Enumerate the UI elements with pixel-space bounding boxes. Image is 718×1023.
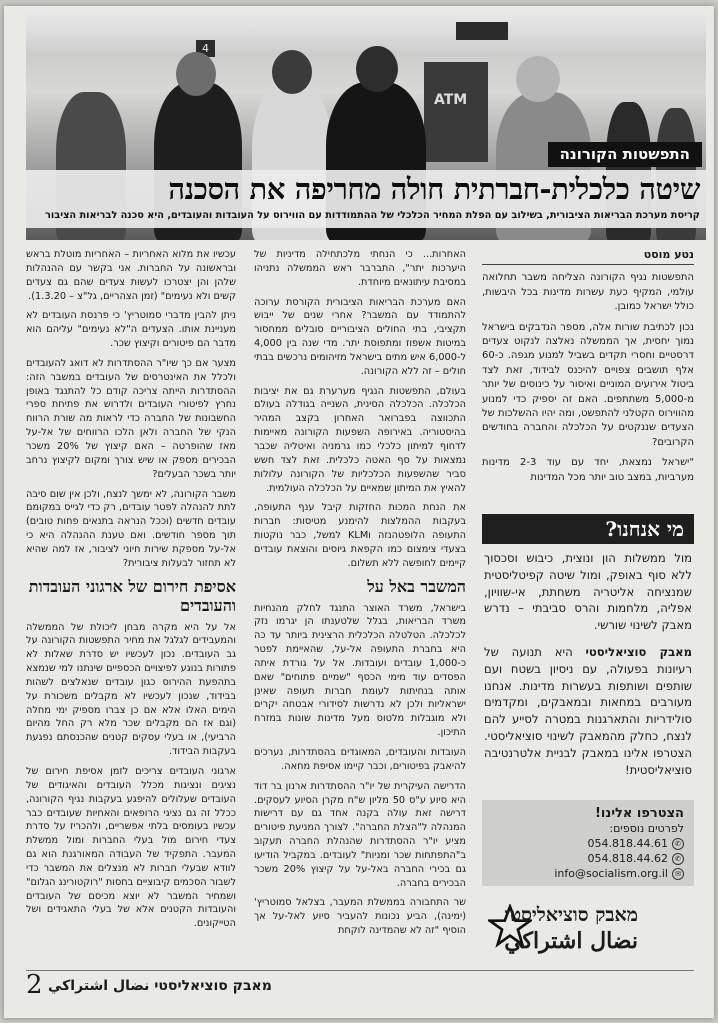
contact-box bbox=[482, 800, 694, 886]
who-body bbox=[484, 644, 692, 778]
paragraph: שר התחבורה בממשלת המעבר, בצלאל סמוטריץ' (ימינה), הביע נכונות להעביר סיוע לאל-על אך הוסיף "זה לא שהמדינה לוקחת bbox=[254, 897, 466, 937]
phone-line bbox=[492, 851, 684, 866]
gate-sign: 4 bbox=[196, 40, 215, 57]
phone-icon: ✆ bbox=[672, 853, 684, 865]
page-number: 2 bbox=[26, 970, 43, 1000]
subheadline: קריסת מערכת הבריאות הציבורית, בשילוב עם הפלת המחיר הכלכלי של ההתמודדות עם הווירוס על העובדות והעובדים, היא סכנה לבריאות הציבור bbox=[45, 210, 700, 221]
paragraph: האם מערכת הבריאות הציבורית הקורסת ערוכה להתמודד עם המשבר? אחרי שנים של ייבוש תקציבי, בתי החולים הציבוריים סובלים ממחסור במיטות אשפוז ומתפוסת יתר. מדי שנה בין 4,000 ל-6,000 איש מתים בישראל מזיהומים נרכשים בבתי חולים – זה ללא הקורונה. bbox=[254, 296, 466, 377]
paragraph: הדרישה העיקרית של יו"ר ההסתדרות ארנון בר דוד היא סיוע ע"ס 50 מליון ש"ח מקרן הסיוע לעסקים. דרישה זאת עולה בקנה אחד גם עם דרישות המנהלה ל"הצלת החברה". לצורך המניעת פיטורים מציע יו"ר ההסתדרות שהנהלת החברה תעקוב ב"התפתחות שכר ומניות" לעובדים. במקביל הודיעו גם בכירי החברה באל-על על קיצוץ 20% משכר הבכירים בחברה. bbox=[254, 780, 466, 889]
paragraph: ארגוני העובדים צריכים לזמן אסיפת חירום של נציגים ונציגות מכלל העובדים והאיגודים של העובדים שעלולים להיפגע בעקבות נגיף הקורונה, ככלל זה גם נציגי הרופאים והאחיות שעובדים כבר עכשיו בעומסים בלתי אפשריים, ולהכריז על סדרת צעדי חירום מול בעלי החברות ומול ממשלת המעבר. התפקיד של העבודה המאורגנת הוא גם לוודא שבעלי חברות לא מנצלים את המשבר כדי לשבור הסכמים קיבוציים בחסות "רוקטורינג הגלום" ושמחיר המשבר לא יוצא מכיסם של העובדים והעובדות הקטנים אלא של בעלי התאגידים ושל הטייקונים. bbox=[26, 766, 236, 930]
footer-publication-name: מאבק סוציאליסטי نضال اشتراكي bbox=[48, 978, 272, 994]
email-line bbox=[492, 866, 684, 881]
airport-ceiling bbox=[26, 12, 706, 52]
atm-label: ATM bbox=[434, 92, 468, 108]
paragraph: "ישראל נמצאת, יחד עם עוד 2-3 מדינות מערביות, במצב טוב יותר מכל המדינות bbox=[482, 457, 695, 483]
section-kicker: התפשטות הקורונה bbox=[548, 142, 702, 167]
paragraph: אל על היא מקרה מבחן ליכולת של הממשלה והמעבידים לגלגל את מחיר התפשטות הקורונה על גב העובדים. נכון לעכשיו יש סדרת שאלות לא פתורות בנוגע לפיצויים הכספיים שינתנו למי שנמצא בתהפעת ההירוס כגון עובדים שנאלצים לשהות בבידוד, שנכון לעכשיו לא מקבלים משכורת על הימים האלו אלא אם כן צברו מספיק ימי מחלה (וגם אז הם מקבלים שכר מלא רק החל מהיום הרביעי), או בעלי עסקים קטנים שהכנסתם נפגעת בעקבות הבידוד. bbox=[26, 621, 236, 758]
socialist-struggle-logo bbox=[482, 898, 694, 962]
paragraph: בישראל, משרד האוצר התנגד לחלק מהנחיות משרד הבריאות, בגלל שלטענתו הן יגרמו נזק לכלכלה. הטלטלה הכלכלית הרצינית ביותר עד כה היא בחברת התעופה אל-על, שהאיימת לפטר כ-1,000 עובדים ועובדות. אל על גורדת איתה הפסדים עוד מימי הכסף "שמיים פתוחים" שאם אותה בנחיתות לעומת חברות תעופה שאינן ישראליות ולכן לא נדרשות לסידורי אבטחה יקרים ולא מוגבלות מלטוס מעל מדינות שונות במזרח התיכון. bbox=[254, 602, 466, 739]
overhead-sign bbox=[456, 22, 508, 40]
article-column-middle bbox=[254, 248, 466, 944]
paragraph: עכשיו את מלוא האחריות – האחריות מוטלת בראש ובראשונה על החברות. אני בקשר עם ההנהלות שלהן והן יצטרכו לעשות צעדים שהם גם צעדים קשים ולא נעימים" (זמן הצהריים, גל"צ – 1.3.20). bbox=[26, 249, 236, 302]
phone-number[interactable]: 054.818.44.61 bbox=[587, 837, 668, 850]
article-column-right bbox=[482, 248, 694, 491]
paragraph: נכון לכתיבת שורות אלה, מספר הנדבקים בישראל נמוך יחסית, אך הממשלה נאלצה לנקוט צעדים דרסטיים וחסרי תקדים בשביל למנוע מגפה. כ-60 אלף תושבים צפויים להיכנס לבידוד, זאת לצד ביטול אירועים המוניים ואיסור על כינוסים של יותר מ-5,000 משתתפים. האם זה יספיק כדי למנוע מהווירוס הקטלני להתפשט, ומה יהיו ההשלכות של הצעדים שננקטים על הכלכלה והחברה בחודשים הקרובים? bbox=[482, 321, 694, 448]
contact-subtitle: לפרטים נוספים: bbox=[609, 822, 684, 835]
who-are-we-title: מי אנחנו? bbox=[482, 514, 694, 544]
article-column-left bbox=[26, 248, 236, 937]
phone-number[interactable]: 054.818.44.62 bbox=[587, 852, 668, 865]
paragraph: את הנחת המכות החזקות קיבל ענף התעופה, בעקבות ההמלצות להימנע מטיסות: חברות התעופה הלופטהנזה וKLM למשל, כבר נוקטות בצעדי צימצום כמו הקפאת גיוסים והוצאת עובדים קיימים לחופשה ללא תשלום. bbox=[254, 502, 467, 569]
atm-machine bbox=[424, 62, 488, 162]
person-head bbox=[176, 52, 216, 96]
phone-line bbox=[492, 836, 684, 851]
paragraph: מצער אם כך שיו"ר ההסתדרות לא דואג להעובדים ולכלל את האינטרסים של העובדים במשבר הזה: ההסתדרות הייתה צריכה קודם כל להתנגד באופן נחרץ לפיטורי העובדים ולדרוש את פתיחת ספרי החשבונות של החברה כדי לראות מה שורת הרווח הנקי של החברה ולאן הלכו הרווחים של אל-על מאז שהופרטה – האם קיצוץ של 20% משכר הבכירים מספק או שיש צורך ומקום לקיצוץ נרחב יותר בשכר הבעלים? bbox=[26, 357, 237, 480]
paragraph: העובדות והעובדים, המאוגדים בהסתדרות, נערכים להיאבק בפיטורים, וכבר קיימו אסיפת מחאה. bbox=[254, 747, 466, 772]
newspaper-page bbox=[4, 6, 714, 1018]
paragraph: האחרות... כי הנחתי מלכתחילה מדיניות של היערכות יתר", התברבר ראש הממשלה נתניהו במסיבת עיתונאים מיוחדת. bbox=[254, 249, 466, 288]
phone-icon: ✆ bbox=[672, 838, 684, 850]
section-title: המשבר באל על bbox=[367, 576, 466, 596]
person-head bbox=[272, 50, 312, 94]
paragraph: משבר הקורונה, לא ימשך לנצח, ולכן אין שום סיבה לתת להנהלה לפטר עובדים, רק כדי לגייס במקומם עובדים חדשים (וככל הנראה בתנאים פחות טובים) תוך מספר חודשים. ואם טענת ההנהלה היא כי אל-על מספקת שירות חיוני לציבור, אז למה שהיא לא תחזור לבעלות ציבורית? bbox=[26, 488, 236, 569]
movement-name: מאבק סוציאליסטי bbox=[585, 644, 693, 659]
person-head bbox=[356, 46, 398, 92]
paragraph: התפשטות נגיף הקורונה הצליחה משבר תחלואה עולמי, המקיף כעת עשרות מדינות בכל היבשות, כולל ישראל כמובן. bbox=[482, 272, 694, 313]
paragraph: בעולם, התפשטות הנגיף מערערת גם את יציבות הכלכלה. הכלכלה הסינית, השנייה בגודלה בעולם התכווצה בפברואר האחרון בקצב המהיר בהיסטוריה. באירופה השפעות הקורונה מאיימות לדחוף למיתון כלכלי כמו גרמניה ואיטליה שכבר נמצאות על סף האטה כלכלית. זאת לצד חשש סביר שהשפעות הכלכליות של הקורונה עלולות להאיץ את המיתון שמאיים על הכלכלה העולמית. bbox=[254, 385, 466, 494]
byline: נטע מוסט bbox=[482, 248, 694, 265]
person-head bbox=[516, 56, 560, 102]
who-intro: מול ממשלות הון ונוצית, כיבוש וסכסוך ללא סוף באופק, ומול שיטה קפיטליסטית שמנציחה אליטריה משחתת, אי-שוויון, אפליה, מלחמות והרס סביבתי – נדרש מאבק לשינוי שורשי. bbox=[484, 551, 692, 633]
contact-title: הצטרפו אלינו! bbox=[594, 806, 684, 821]
headline: שיטה כלכלית-חברתית חולה מחריפה את הסכנה bbox=[168, 172, 700, 206]
paragraph: ניתן להבין מדברי סמוטריץ' כי פרנסת העובדים לא מעניינת אותו. הצעדים ה"לא נעימים" עליהם הוא מדבר הם פיטורים וקיצוץ שכר. bbox=[26, 310, 236, 350]
email-icon: ✉ bbox=[672, 868, 684, 880]
email-link[interactable]: info@socialism.org.il bbox=[554, 867, 668, 880]
section-title: אסיפת חירום של ארגוני העובדות והעובדים bbox=[28, 576, 236, 615]
logo-arabic: نضال اشتراكي bbox=[504, 928, 638, 954]
who-description: היא תנועה של רעיונות בפעולה, עם ניסיון בשטח ועם שותפים ושותפות בעשרות מדינות. אנחנו מעורבים במחאות ובמאבקים, ומקדמים סולידריות והתארגנות במטרה לסייע להם לנצח, כחלק מהמאבק לשינוי סוציאליסטי. הצטרפו אלינו במאבק לבניית אלטרנטיבה סוציאליסטית! bbox=[484, 644, 692, 777]
logo-hebrew: מאבק סוציאליסטי bbox=[504, 904, 638, 926]
footer-rule bbox=[26, 970, 694, 971]
who-are-we-text bbox=[484, 550, 692, 788]
